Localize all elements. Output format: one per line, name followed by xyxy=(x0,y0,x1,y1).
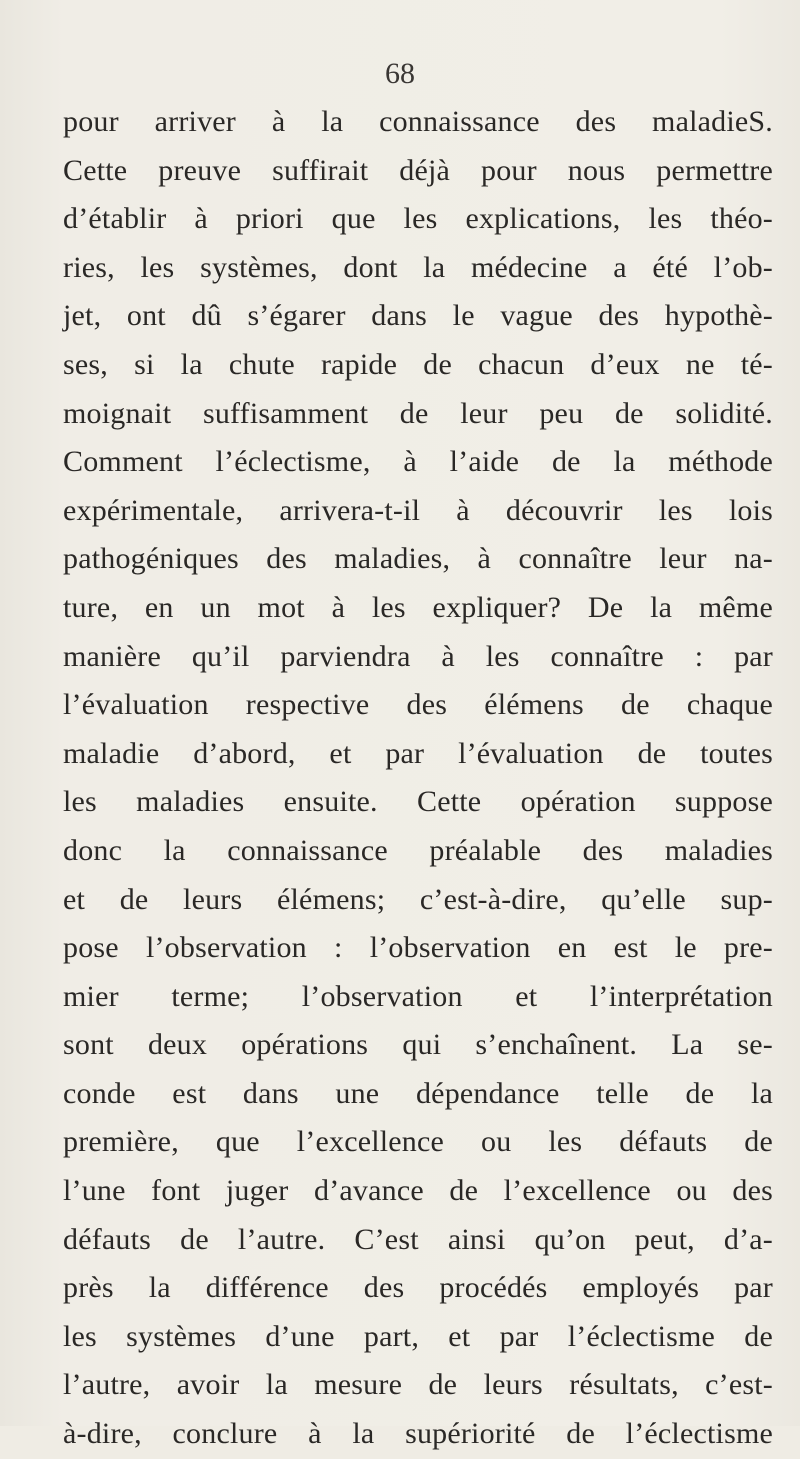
text-line: les systèmes d’une part, et par l’éclectisme de xyxy=(63,1319,773,1353)
text-line: jet, ont dû s’égarer dans le vague des hypothè- xyxy=(63,299,773,333)
text-line: manière qu’il parviendra à les connaître : par xyxy=(63,639,773,673)
text-line: d’établir à priori que les explications, les théo- xyxy=(63,202,773,236)
text-line: pathogéniques des maladies, à connaître leur na- xyxy=(63,542,773,576)
text-line: défauts de l’autre. C’est ainsi qu’on peut, d’a- xyxy=(63,1222,773,1256)
text-line: l’évaluation respective des élémens de chaque xyxy=(63,688,773,722)
text-line: les maladies ensuite. Cette opération suppose xyxy=(63,785,773,819)
text-line: l’autre, avoir la mesure de leurs résultats, c’est- xyxy=(63,1368,773,1402)
text-line: à-dire, conclure à la supériorité de l’éclectisme xyxy=(63,1417,773,1451)
text-line: pour arriver à la connaissance des maladieS. xyxy=(63,105,773,138)
text-line: ses, si la chute rapide de chacun d’eux ne té- xyxy=(63,347,773,381)
page-number: 68 xyxy=(385,57,415,90)
text-line: Cette preuve suffirait déjà pour nous permettre xyxy=(63,153,773,187)
text-line: l’une font juger d’avance de l’excellence ou des xyxy=(63,1174,773,1208)
text-line: moignait suffisamment de leur peu de solidité. xyxy=(63,396,773,430)
text-line: Comment l’éclectisme, à l’aide de la méthode xyxy=(63,445,773,479)
text-line: et de leurs élémens; c’est-à-dire, qu’elle sup- xyxy=(63,882,773,916)
text-line: sont deux opérations qui s’enchaînent. La se- xyxy=(63,1028,773,1062)
text-line: près la différence des procédés employés par xyxy=(63,1271,773,1305)
text-line: donc la connaissance préalable des maladies xyxy=(63,833,773,867)
text-line: pose l’observation : l’observation en est le pre- xyxy=(63,931,773,965)
text-line: maladie d’abord, et par l’évaluation de toutes xyxy=(63,736,773,770)
text-line: mier terme; l’observation et l’interprétation xyxy=(63,979,773,1013)
text-line: ries, les systèmes, dont la médecine a été l’ob- xyxy=(63,250,773,284)
text-line: conde est dans une dépendance telle de la xyxy=(63,1076,773,1110)
text-line: ture, en un mot à les expliquer? De la même xyxy=(63,590,773,624)
body-text xyxy=(63,98,773,1459)
text-line: première, que l’excellence ou les défauts de xyxy=(63,1125,773,1159)
text-line: expérimentale, arrivera-t-il à découvrir les lois xyxy=(63,493,773,527)
